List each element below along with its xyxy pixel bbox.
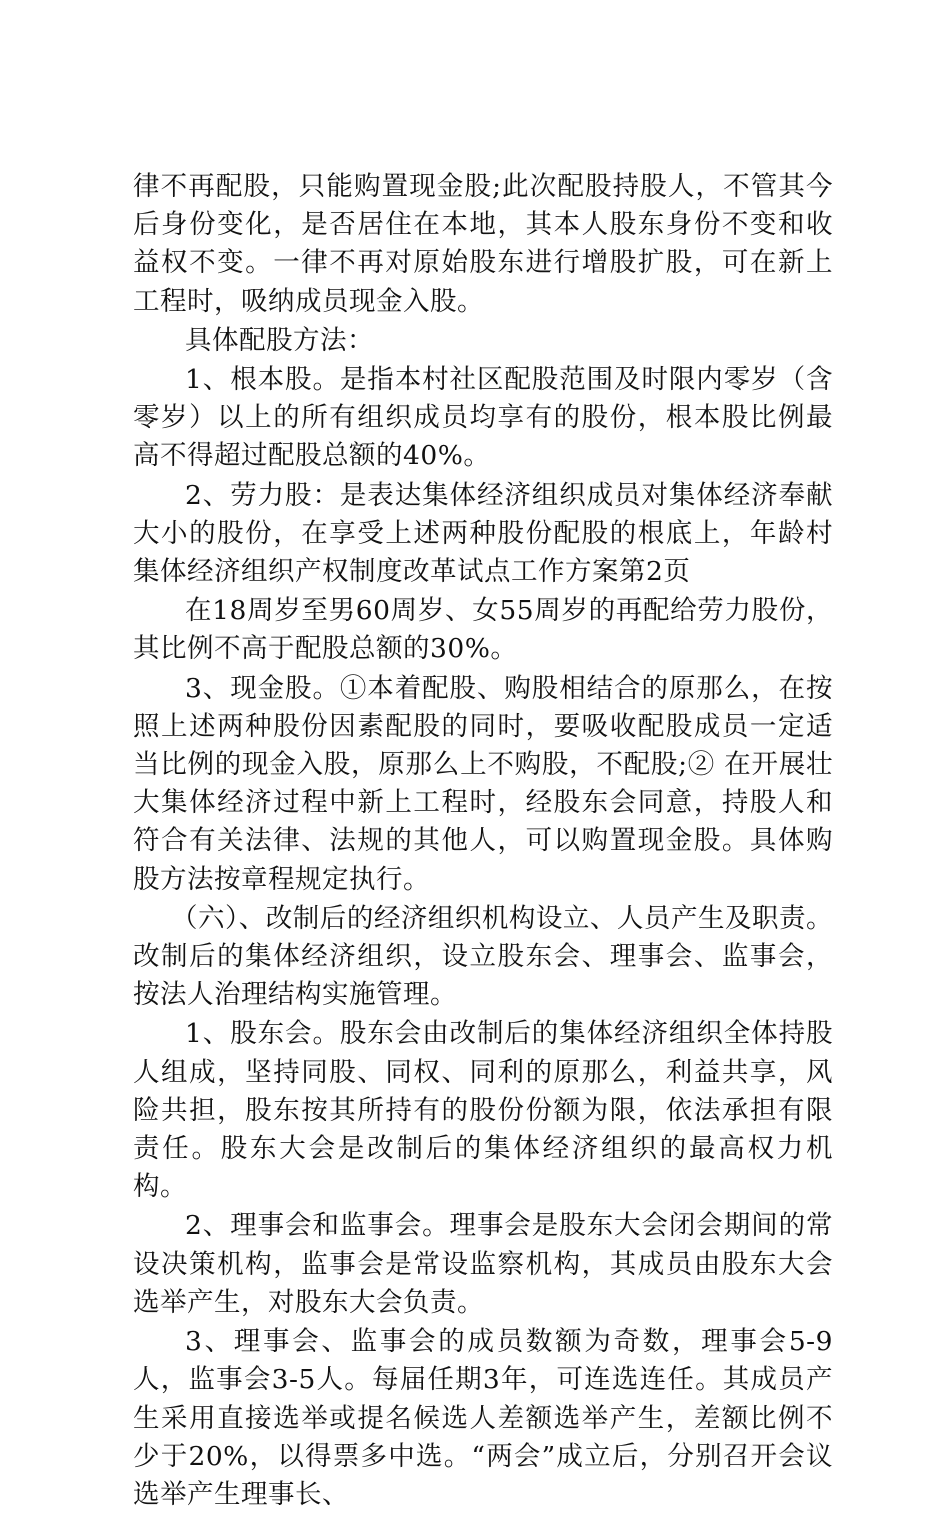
paragraph-section-six: （六）、改制后的经济组织机构设立、人员产生及职责。改制后的集体经济组织，设立股东会、理事会、监事会，按法人治理结构实施管理。 (133, 902, 833, 1011)
paragraph-board-members: 3、理事会、监事会的成员数额为奇数，理事会5-9人，监事会3-5人。每届任期3年，可连选连任。其成员产生采用直接选举或提名候选人差额选举产生，差额比例不少于20%，以得票多中选。“两会”成立后，分别召开会议选举产生理事长、 (133, 1326, 833, 1510)
paragraph-shareholders-meeting: 1、股东会。股东会由改制后的集体经济组织全体持股人组成，坚持同股、同权、同利的原那么，利益共享，风险共担，股东按其所持有的股份份额为限，依法承担有限责任。股东大会是改制后的集体经济组织的最高权力机构。 (133, 1018, 833, 1203)
paragraph-labor-share-cont: 在18周岁至男60周岁、女55周岁的再配给劳力股份，其比例不高于配股总额的30%。 (133, 595, 833, 665)
paragraph-cash-share: 3、现金股。①本着配股、购股相结合的原那么，在按照上述两种股份因素配股的同时，要吸收配股成员一定适当比例的现金入股，原那么上不购股，不配股;② 在开展壮大集体经济过程中新上工程时，经股东会同意，持股人和符合有关法律、法规的其他人，可以购置现金股。具体购股方法按章程规定执行。 (133, 672, 833, 895)
paragraph-labor-share: 2、劳力股：是表达集体经济组织成员对集体经济奉献大小的股份，在享受上述两种股份配股的根底上，年龄村集体经济组织产权制度改革试点工作方案第2页 (133, 479, 833, 588)
paragraph-boards: 2、理事会和监事会。理事会是股东大会闭会期间的常设决策机构，监事会是常设监察机构，其成员由股东大会选举产生，对股东大会负责。 (133, 1210, 833, 1318)
paragraph-basic-share: 1、根本股。是指本村社区配股范围及时限内零岁（含零岁）以上的所有组织成员均享有的股份，根本股比例最高不得超过配股总额的40%。 (133, 364, 833, 472)
paragraph-continuation: 律不再配股，只能购置现金股;此次配股持股人，不管其今后身份变化，是否居住在本地，其本人股东身份不变和收益权不变。一律不再对原始股东进行增股扩股，可在新上工程时，吸纳成员现金入股。 (133, 171, 833, 317)
document-page (133, 168, 833, 1514)
paragraph-method-heading: 具体配股方法： (185, 324, 374, 356)
